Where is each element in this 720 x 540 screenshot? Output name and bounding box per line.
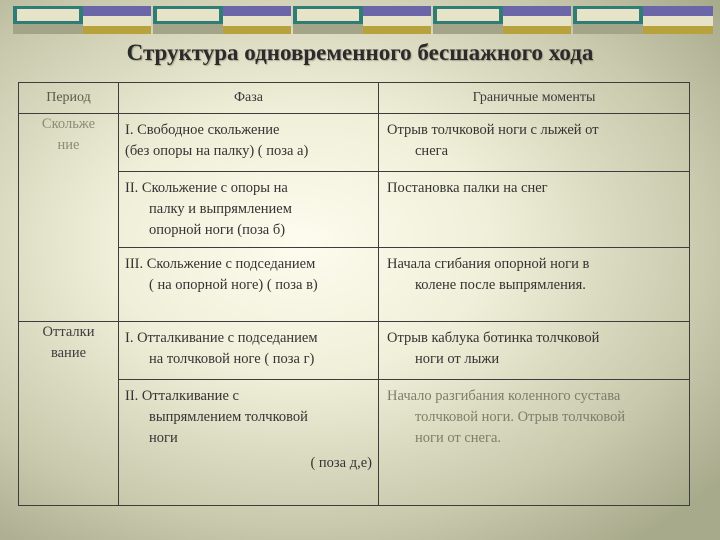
period-cell-pushing: Отталки вание [19, 322, 119, 506]
moment-cell: Отрыв толчковой ноги с лыжей от снега [379, 114, 690, 172]
header-period: Период [19, 83, 119, 114]
phase-cell: III. Скольжение с подседанием ( на опорной ноге) ( поза в) [119, 248, 379, 322]
slide-title: Структура одновременного бесшажного хода [126, 40, 594, 65]
structure-table [18, 82, 690, 506]
table-header-row [19, 83, 690, 114]
moment-cell: Отрыв каблука ботинка толчковой ноги от лыжи [379, 322, 690, 380]
table-row [19, 322, 690, 380]
phase-cell: II. Скольжение с опоры на палку и выпрямлением опорной ноги (поза б) [119, 172, 379, 248]
header-phase: Фаза [119, 83, 379, 114]
table-row [19, 172, 690, 248]
moment-cell: Начала сгибания опорной ноги в колене после выпрямления. [379, 248, 690, 322]
header-moments: Граничные моменты [379, 83, 690, 114]
phase-cell: I. Свободное скольжение (без опоры на палку) ( поза а) [119, 114, 379, 172]
phase-cell: II. Отталкивание с выпрямлением толчковой ноги ( поза д,е) [119, 380, 379, 506]
moment-cell: Начало разгибания коленного сустава толчковой ноги. Отрыв толчковой ноги от снега. [379, 380, 690, 506]
table-row [19, 114, 690, 172]
table-row [19, 380, 690, 506]
phase-cell: I. Отталкивание с подседанием на толчковой ноге ( поза г) [119, 322, 379, 380]
moment-cell: Постановка палки на снег [379, 172, 690, 248]
table-row [19, 248, 690, 322]
period-cell-gliding: Скольже ние [19, 114, 119, 322]
decorative-banner [13, 6, 716, 36]
